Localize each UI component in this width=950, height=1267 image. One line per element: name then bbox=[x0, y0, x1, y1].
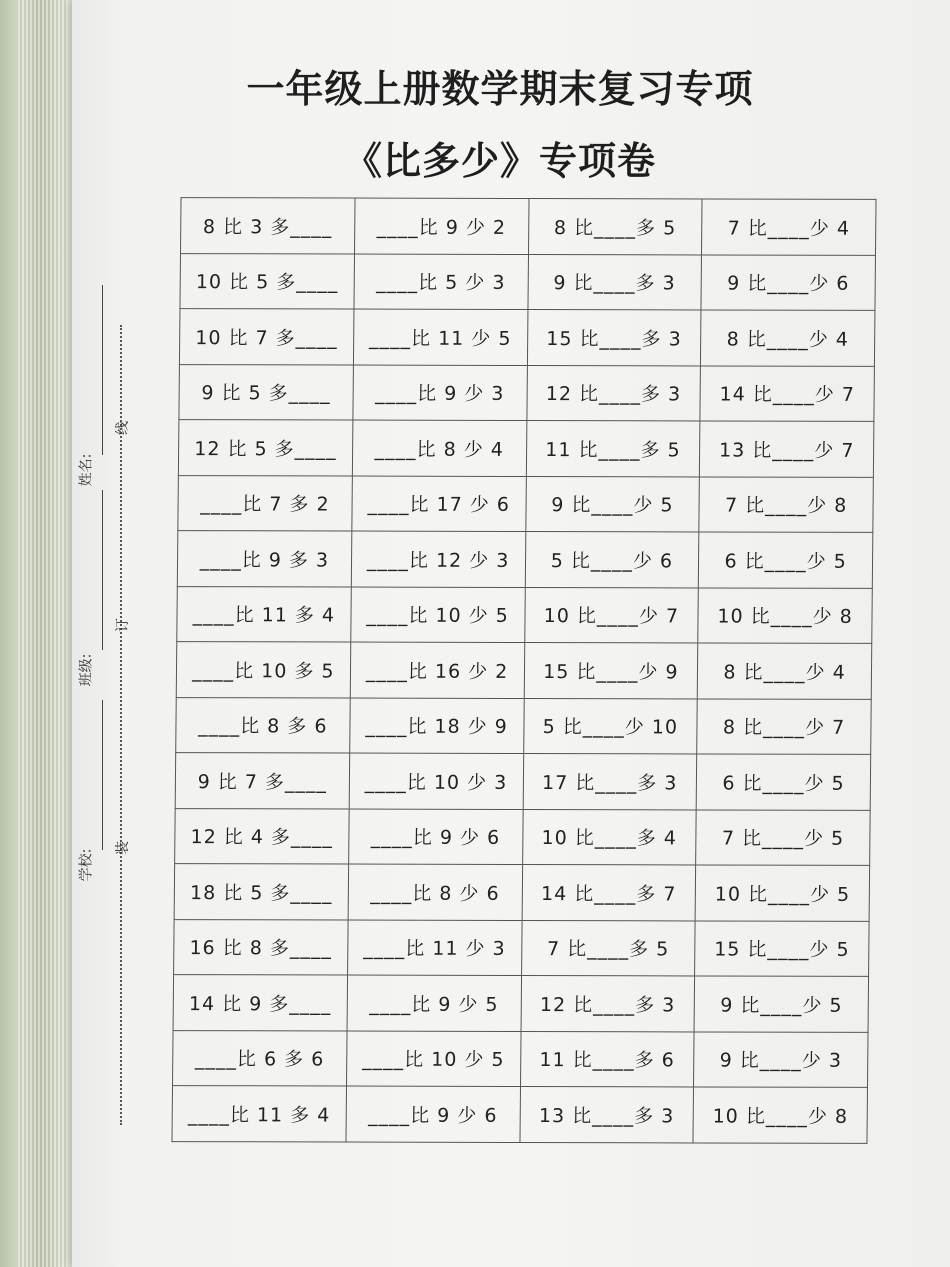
problem-cell: ____比 9 少 5 bbox=[347, 975, 521, 1031]
problem-cell: ____比 10 少 3 bbox=[349, 753, 523, 809]
problem-cell: 18 比 5 多____ bbox=[174, 864, 348, 920]
problem-row bbox=[177, 586, 873, 643]
problem-row bbox=[173, 1030, 869, 1087]
seal-char-mount: 装 bbox=[115, 841, 131, 855]
problem-cell: 15 比____多 3 bbox=[527, 310, 701, 366]
seal-char-line: 线 bbox=[115, 421, 131, 435]
problem-cell: ____比 17 少 6 bbox=[352, 476, 526, 532]
problem-cell: ____比 11 多 4 bbox=[177, 586, 351, 642]
problem-row bbox=[179, 364, 875, 421]
problem-cell: 10 比____少 8 bbox=[693, 1087, 867, 1143]
school-blank-line bbox=[102, 700, 103, 850]
problem-cell: ____比 9 多 3 bbox=[177, 531, 351, 587]
problem-cell: ____比 8 少 4 bbox=[352, 420, 526, 476]
problem-row bbox=[176, 642, 872, 699]
problem-cell: 13 比____少 7 bbox=[700, 421, 874, 477]
problem-cell: 6 比____少 5 bbox=[699, 532, 873, 588]
problem-cell: 17 比____多 3 bbox=[523, 754, 697, 810]
problem-cell: ____比 9 少 3 bbox=[353, 365, 527, 421]
problem-row bbox=[173, 975, 869, 1032]
problem-cell: ____比 8 多 6 bbox=[176, 697, 350, 753]
problem-cell: ____比 11 多 4 bbox=[172, 1086, 346, 1142]
problem-cell: 9 比____少 5 bbox=[525, 476, 699, 532]
problem-row bbox=[180, 253, 876, 310]
problem-row bbox=[181, 198, 877, 255]
seal-char-bind: 订 bbox=[115, 618, 131, 632]
problem-cell: 15 比____少 5 bbox=[695, 921, 869, 977]
worksheet-subtitle: 《比多少》专项卷 bbox=[343, 139, 656, 183]
worksheet-title: 一年级上册数学期末复习专项 bbox=[246, 67, 754, 111]
problem-cell: ____比 10 多 5 bbox=[176, 642, 350, 698]
problem-row bbox=[178, 475, 874, 532]
problem-cell: 9 比____少 3 bbox=[694, 1032, 868, 1088]
problem-cell: 9 比____少 5 bbox=[694, 976, 868, 1032]
problem-cell: 10 比 5 多____ bbox=[180, 253, 354, 309]
problem-cell: 8 比____少 4 bbox=[701, 310, 875, 366]
problem-cell: ____比 11 少 5 bbox=[353, 309, 527, 365]
binding-margin bbox=[75, 230, 135, 1130]
problem-row bbox=[178, 420, 874, 477]
school-label: 学校: bbox=[78, 848, 95, 882]
problem-table bbox=[171, 197, 876, 1144]
problem-cell: 10 比 7 多____ bbox=[179, 309, 353, 365]
problem-cell: 10 比____少 5 bbox=[695, 865, 869, 921]
problem-cell: ____比 9 少 6 bbox=[346, 1086, 520, 1142]
problem-cell: 10 比____少 8 bbox=[698, 588, 872, 644]
problem-cell: 16 比 8 多____ bbox=[174, 919, 348, 975]
problem-cell: 9 比____多 3 bbox=[527, 254, 701, 310]
problem-cell: 9 比 7 多____ bbox=[175, 753, 349, 809]
problem-cell: ____比 5 少 3 bbox=[354, 254, 528, 310]
problem-cell: 9 比 5 多____ bbox=[179, 364, 353, 420]
problem-cell: 13 比____多 3 bbox=[519, 1087, 693, 1143]
problem-cell: 7 比____少 8 bbox=[699, 477, 873, 533]
problem-cell: 8 比 3 多____ bbox=[181, 198, 355, 254]
problem-cell: 11 比____多 6 bbox=[520, 1031, 694, 1087]
class-label: 班级: bbox=[78, 653, 95, 687]
problem-cell: ____比 6 多 6 bbox=[173, 1030, 347, 1086]
problem-cell: ____比 18 少 9 bbox=[349, 698, 523, 754]
problem-cell: 5 比____少 6 bbox=[525, 532, 699, 588]
problem-row bbox=[175, 753, 871, 810]
problem-cell: 14 比____多 7 bbox=[522, 865, 696, 921]
problem-cell: 12 比____多 3 bbox=[521, 976, 695, 1032]
problem-row bbox=[172, 1086, 868, 1144]
problem-cell: ____比 7 多 2 bbox=[178, 475, 352, 531]
problem-cell: 12 比____多 3 bbox=[526, 365, 700, 421]
problem-cell: 5 比____少 10 bbox=[523, 698, 697, 754]
class-blank-line bbox=[102, 490, 103, 650]
problem-cell: 12 比 5 多____ bbox=[178, 420, 352, 476]
cut-line bbox=[120, 325, 122, 1125]
problem-cell: 7 比____少 4 bbox=[702, 199, 876, 255]
problem-cell: 6 比____少 5 bbox=[696, 754, 870, 810]
name-label: 姓名: bbox=[78, 453, 95, 487]
problem-cell: ____比 8 少 6 bbox=[348, 864, 522, 920]
problem-cell: 9 比____少 6 bbox=[701, 254, 875, 310]
name-blank-line bbox=[102, 285, 103, 455]
problem-cell: ____比 16 少 2 bbox=[350, 642, 524, 698]
problem-cell: 10 比____多 4 bbox=[522, 809, 696, 865]
problem-cell: ____比 9 少 6 bbox=[348, 809, 522, 865]
problem-cell: 14 比____少 7 bbox=[700, 366, 874, 422]
problem-cell: 7 比____少 5 bbox=[696, 810, 870, 866]
problem-row bbox=[175, 808, 871, 865]
problem-cell: 14 比 9 多____ bbox=[173, 975, 347, 1031]
problem-cell: 10 比____少 7 bbox=[524, 587, 698, 643]
problem-cell: ____比 11 少 3 bbox=[347, 920, 521, 976]
problem-cell: 8 比____少 4 bbox=[697, 643, 871, 699]
problem-cell: 15 比____少 9 bbox=[524, 643, 698, 699]
problem-cell: ____比 12 少 3 bbox=[351, 531, 525, 587]
problem-cell: 8 比____多 5 bbox=[528, 199, 702, 255]
problem-row bbox=[176, 697, 872, 754]
problem-cell: ____比 10 少 5 bbox=[346, 1031, 520, 1087]
problem-cell: 7 比____多 5 bbox=[521, 920, 695, 976]
problem-cell: 12 比 4 多____ bbox=[175, 808, 349, 864]
problem-row bbox=[174, 919, 870, 976]
problem-cell: 8 比____少 7 bbox=[697, 699, 871, 755]
problem-cell: ____比 9 少 2 bbox=[354, 198, 528, 254]
problem-row bbox=[174, 864, 870, 921]
problem-cell: ____比 10 少 5 bbox=[351, 587, 525, 643]
problem-row bbox=[177, 531, 873, 588]
problem-cell: 11 比____多 5 bbox=[526, 421, 700, 477]
problem-row bbox=[179, 309, 875, 366]
